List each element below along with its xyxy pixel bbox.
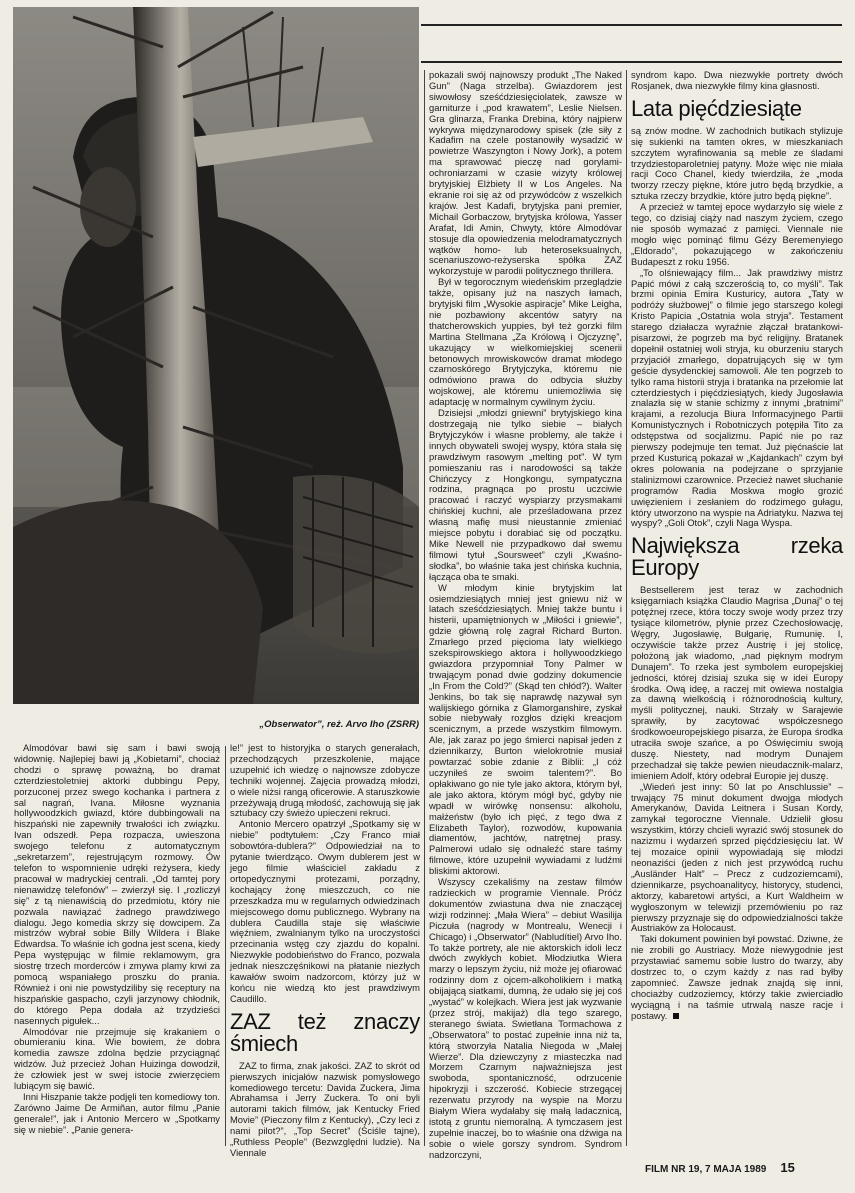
article-paragraph: są znów modne. W zachodnich butikach stylizuje się sukienki na tamten okres, w mieszkaniach szczytem wyrafinowania są meble ze śladami trzydziestoparoletniej patyny. Może więc nie miała racji Coco Chanel, kiedy twierdziła, że „moda tworzy rzeczy piękne, które jutro będą brzydkie, a sztuka rzeczy brzydkie, które jutro będą piękne”. xyxy=(631,124,843,202)
section-heading-fifties: Lata pięćdziesiąte xyxy=(631,95,802,121)
end-of-article-mark xyxy=(673,1013,679,1019)
page-number: 15 xyxy=(780,1160,795,1175)
page-footer xyxy=(645,1160,843,1175)
film-still-illustration xyxy=(13,7,419,704)
film-still-photo xyxy=(13,7,419,704)
article-paragraph: Antonio Mercero opatrzył „Spotkamy się w niebie” podtytułem: „Czy Franco miał sobowtóra-dublera?” Odpowiedział na to pytanie twierdząco. Owym dublerem jest w jego filmie właściciel zakładu z ortopedycznymi protezami, porządny, kochający żonę mieszczuch, co nie przeszkadza mu w regularnych odwiedzinach miejscowego domu publicznego. Wybrany na dublera Caudilla staje się właściwie więźniem, zwalnianym tylko na uroczystości przecinania wstęg czy zjazdu do kopalni. Niezwykłe podobieństwo do Franco, pozwala jednak nieszczęśnikowi na płatanie niezłych kawałów swoim nadzorcom, którzy już w końcu nie wiedzą kto jest prawdziwym Caudillo. xyxy=(230,818,420,1004)
article-paragraph: Dzisiejsi „młodzi gniewni” brytyjskiego kina dostrzegają nie tylko siebie – białych Brytyjczyków i własne problemy, ale także i innych obywateli swojej wyspy, która stała się prawdziwym rasowym „melting pot”. W tym pomieszaniu ras i narodowości są także Chińczycy z Hongkongu, sympatyczna rodzina, pragnąca po prostu uczciwie pracować i raczyć wyspiarzy przysmakami chińskiej kuchni, ale prześladowana przez własną mafię musi nieustannie zmieniać miejsce pobytu i dorabiać się od początku. Mike Newell nie przypadkowo dał swemu filmowi tytuł „Soursweet” czyli „Kwaśno-słodka”, bo właśnie taka jest chińska kuchnia, łącząca oba te smaki. xyxy=(429,407,622,582)
article-paragraph: syndrom kapo. Dwa niezwykłe portrety dwóch Rosjanek, dwa niezwykłe filmy kina głasnosti. xyxy=(631,69,843,91)
section-heading-zaz: ZAZ też znaczy śmiech xyxy=(230,1008,420,1056)
article-paragraph: ZAZ to firma, znak jakości. ZAZ to skrót od pierwszych inicjałów nazwisk pomysłowego komediowego tercetu: Davida Zuckera, Jima Abrahamsa i Jerry Zuckera. To oni byli autorami takich filmów, jak Kentucky Fried Movie” (Pieczony film z Kentucky), „Czy leci z nami pilot?”, „Top Secret” (Ściśle tajne), „Ruthless People” (Bezwzględni ludzie). Na Viennale xyxy=(230,1059,420,1158)
header-rule-top xyxy=(421,24,842,26)
article-paragraph: „Wiedeń jest inny: 50 lat po Anschlussie” – trwający 75 minut dokument dwojga młodych Amerykanów, Davida Leitnera i Susan Kordy, zamykał tegoroczne Viennale. Udzielił głosu wszystkim, którzy chcieli wyrazić swój stosunek do nazizmu i wydarzeń sprzed pięćdziesięciu lat. W tej mozaice opinii wypowiadają się młodzi neonaziści (jeden z nich jest przywódcą ruchu „Ausländer Halt” – Precz z cudzoziemcami), dziennikarze, psychoanalitycy, historycy, studenci, aktorzy, kabaretowi artyści, a Kurt Waldheim w wygłoszonym w telewizji przemówieniu po raz pierwszy przyznaje się do odpowiedzialności także Austriaków za Holocaust. xyxy=(631,780,843,934)
header-rule-bottom xyxy=(421,61,842,63)
column-rule-3 xyxy=(626,70,627,1146)
photo-caption: „Obserwator”, reż. Arvo Iho (ZSRR) xyxy=(259,719,419,730)
article-column-2 xyxy=(230,742,420,1158)
column-rule-2 xyxy=(424,70,425,1146)
article-paragraph: Bestsellerem jest teraz w zachodnich księgarniach książka Claudio Magrisa „Dunaj” o tej potężnej rzece, która toczy swoje wody przez trzy tysiące kilometrów, płynie przez Czechosłowację, Węgry, Jugosławię, Bułgarię, Rumunię. I, oczywiście także przez Austrię i jej stolicę, położoną jak wiadomo, „nad pięknym modrym Dunajem”. To rzeka jest symbolem europejskiej jedności, której dzisiaj szuka się w idei Europy środka. Ową ideę, a raczej mit owiewa nostalgia za dawną wielkością i różnorodnością kultury, myśli politycznej, nauki. Strzały w Sarajewie sprawiły, by zacytować współczesnego środkowoeuropejskiego pisarza, że Europa środka utraciła swoje szańce, a po Oświęcimiu swoją duszę. Niestety, nad modrym Dunajem przechadzał się także pewien nieudacznik-malarz, imieniem Adolf, który odebrał Europie jej duszę. xyxy=(631,584,843,781)
issue-label: FILM NR 19, 7 MAJA 1989 xyxy=(645,1164,767,1175)
article-paragraph: W młodym kinie brytyjskim lat osiemdziesiątych mniej jest gniewu niż w latach sześćdziesiątych. Mniej także buntu i histerii, upamiętnionych w „Miłości i gniewie”, gdzie główną rolę zagrał Richard Burton. Zmarłego przed pięcioma laty wielkiego szekspirowskiego aktora i hollywoodzkiego gwiazdora przypomniał Tony Palmer w trwającym ponad dwie godziny dokumencie „In From the Cold?” (Skąd ten chłód?). Walter Jenkins, bo tak się naprawdę nazywał syn walijskiego górnika z Glamorganshire, zyskał sobie niebywały rozgłos dzięki kreacjom scenicznym, a przede wszystkim filmowym. Ale, jak zaraz po jego śmierci napisał jeden z dziennikarzy, Burton wielokrotnie musiał powtarzać sobie zdanie z Biblii: „I cóż uczyniłeś ze swoim talentem?”. Bo opłakiwano go nie tyle jako aktora, którym był, ale jako aktora, którym mógł być, gdyby nie wpadł w wirówkę nonsensu: alkoholu, małżeństw (było ich pięć, z tego dwa z Elizabeth Taylor), rozwodów, kupowania diamentów, jachtów, natrętnej prasy. Palmerowi udało się odnaleźć stare taśmy filmowe, które uzupełnił wywiadami z ludźmi bliskimi aktorowi. xyxy=(429,581,622,877)
article-column-1 xyxy=(14,743,220,1147)
section-heading-danube: Największa rzeka Europy xyxy=(631,533,843,581)
article-paragraph: Wszyscy czekaliśmy na zestaw filmów radzieckich w programie Viennale. Próćz dokumentów zwiastuna dwa nie znaczącej wizji rodzinnej: „Mała Wiera” – debiut Wasilija Piczuła (nagrody w Montrealu, Wenecji i Chicago) i „Obserwator” (Nabludítiel) Arvo Iho. To także portrety, ale nie aktorskich idoli lecz dwóch zwykłych kobiet. Młodziutka Wiera marzy o lepszym życiu, niż może jej ofiarować rodzinny dom z ojcem-alkoholikiem i matką obijającą siatkami, dumną, że udało się jej coś „wystać” w kolejkach. Wiera jest jak wyzwanie (przez strój, makijaż) dla tego szarego, steranego świata. Swietłana Tormachowa z „Obserwatora” to postać zupełnie inna niż ta, którą stworzyła Natalia Niegoda w „Małej Wierze”. Dla dziewczyny z miasteczka nad Morzem Czarnym najważniejsza jest swoboda, spontaniczność, odrzucenie hipokryzji i szczerość. Kobiecie strzegącej rezerwatu przyrody na wyspie na Morzu Białym Wiera wydałaby się małą ladacznicą, istotą z gruntu niemoralną. A tymczasem jest zupełnie inaczej, bo to właśnie ona dźwiga na sobie o wiele gorszy syndrom. Syndrom nadzorczyni, xyxy=(429,876,622,1160)
article-paragraph: „To olśniewający film... Jak prawdziwy mistrz Papić mówi z całą szczerością to, co myśli”. Tak brzmi opinia Emira Kusturicy, autora „Taty w podróży służbowej” o filmie jego starszego kolegi Kristo Papicia „Ostatnia wola stryja”. Testament starego działacza wyraźnie złączał bratankowi-pisarzowi, że pogrzeb ma być religijny. Bratanek dopełnił ostatniej woli stryja, ku oburzeniu starych przyjaciół zmarłego, dopatrujących się w tym geście dysydenckiej samowoli. Ale ten pogrzeb to tylko rama historii stryja i bratanka na przełomie lat czterdziestych i pięćdziesiątych, kiedy Jugosławia znalazła się w stanie schizmy z innymi „bratnimi” krajami, a rezolucja Biura Informacyjnego Partii Komunistycznych i Robotniczych potępiła Tito za odstępstwa od socjalizmu. Papić nie po raz pierwszy podejmuje ten temat. Już pięćnaście lat przed Kusturicą pokazał w „Kajdankach” czym był okres polowania na podejrzane o sprzyjanie stalinizmowi czarownice. Przecież nawet słuchanie programów Radia Moskwa mogło grozić uwięzieniem i zesłaniem do rodzimego gułagu, który utworzono na wyspie na Adriatyku. Nazwa tej wyspy? „Goli Otok”, czyli Naga Wyspa. xyxy=(631,266,843,529)
column-rule-1 xyxy=(225,746,226,1146)
article-paragraph: le!” jest to historyjka o starych generałach, przechodzących przeszkolenie, mające uzupełnić ich wiedzę o najnowsze zdobycze techniki wojennej. Zajęcia prowadzą młodzi, o wiele niżsi rangą oficerowie. A staruszkowie przeżywają drugą młodość, zachowują się jak sztubacy czy świeżo upieczeni rekruci. xyxy=(230,742,420,819)
article-paragraph: Almodóvar nie przejmuje się krakaniem o obumieraniu kina. Wie bowiem, że dobra komedia zawsze zdolna będzie przyciągnąć widzów. Już przecież Johan Huizinga dowodził, że człowiek jest w swej istocie zwierzęciem lubiącym się bawić. xyxy=(14,1025,220,1092)
article-column-3 xyxy=(429,69,622,1160)
article-paragraph: Almodóvar bawi się sam i bawi swoją widownię. Najlepiej bawi ją „Kobietami”, chociaż chodzi o sprawę poważną, bo dramat czterdziestoletniej aktorki dubbingu Pepy, porzuconej przez swego kochanka i partnera z sal nagrań, Ivana. Miłosne wyznania hollywoodzkich gwiazd, które dubbingowali na hiszpański nie zapewniły trwałości ich związku. Ivan odszedł. Pepa rozpacza, uwieszona swojego telefonu z automatycznym „sekretarzem”, rejestrującym rozmowy. Ów telefon to wspomnienie udręki reżysera, kiedy pracował w madryckiej centrali. „Od tamtej pory nienawidzę telefonów” – zwierzył się. I „rozliczył się” z tą nienawiścią do przedmiotu, który nie pozwala nawiązać żadnego prawdziwego dialogu. Jego komedia skrzy się dowcipem. Za mistrzów wybrał sobie Billy Wildera i Blake Edwardsa. To właśnie ich godna jest scena, kiedy Pepa występując w filmie reklamowym, gra siostrę trzech morderców i zmywa plamy krwi za pomocą wspaniałego proszku do prania. Również i oni nie powstydziliby się receptury na hiszpańskie gaspacho, czyli jarzynowy chłodnik, do którego Pepa dodała aż trzydzieści nasennych pigułek... xyxy=(14,742,220,1026)
article-paragraph: pokazali swój najnowszy produkt „The Naked Gun” (Naga strzelba). Gwiazdorem jest siwowłosy sześćdziesięciolatek, zawsze w garniturze i „pod krawatem”, Leslie Nielsen. Gra glinarza, Franka Drebina, który najpierw wykrywa międzynarodowy spisek (złe siły z Kadafim na czele postanowiły wysadzić w powietrze Waszyngton i Nowy Jork), a potem ma sprawować pieczę nad gorylami-ochroniarzami w czasie wizyty królowej brytyjskiej Elżbiety II w Los Angeles. Na ekranie roi się aż od przywódców z wszelkich krajów. Jest Kadafi, brytyjska pani premier, Michail Gorbaczow, brytyjska królowa, Yasser Arafat, Idi Amin, Chwyty, które Almodóvar stosuje dla opowiedzenia melodramatycznych wątków homo- lub heteroseksualnych, scenariuszowo-reżyserska spółka ZAZ wykorzystuje w parodii politycznego thrillera. xyxy=(429,69,622,277)
article-paragraph: Był w tegorocznym wiedeńskim przeglądzie także, opisany już na naszych łamach, brytyjski film „Wysokie aspiracje” Mike Leigha, nie pozbawiony akcentów satyry na thatcherowskich yuppies, był też gorzki film Martina Stellmana „Za Królową i Ojczyznę”, ukazujący w wielkomiejskiej scenerii betonowych mrowiskowców dramat młodego czarnoskórego Brytyjczyka, któremu nie odmówiono prawa do odbycia służby wojskowej, ale któremu uniemożliwia się adaptację w normalnym cywilnym życiu. xyxy=(429,276,622,408)
article-paragraph xyxy=(631,934,843,1021)
article-column-4 xyxy=(631,70,843,1147)
article-paragraph-text: Taki dokument powinien był powstać. Dziwne, że nie zrobili go Austriacy. Może niewygodnie jest przystawiać samemu sobie lustro do twarzy, aby dostrzec to, o czym każdy z nas rad byłby zapomnieć. Zawsze jednak znajdą się inni, chociażby cudzoziemcy, którzy takie zwierciadło wyciągną i na taśmie utrwalą nasze racje i postawy. xyxy=(631,933,843,1021)
article-paragraph: Inni Hiszpanie także podjęli ten komediowy ton. Zarówno Jaime De Armiñan, autor filmu „Panie generale!”, jak i Antonio Mercero w „Spotkamy się w niebie”. „Panie genera- xyxy=(14,1091,220,1135)
article-paragraph: A przecież w tamtej epoce wydarzyło się wiele z tego, co dzisiaj ciąży nad naszym życiem, czego nie sposób wymazać z pamięci. Viennale nie mogło więc pominąć filmu Gézy Beremenyiego „Eldorado”, pokazującego w zakończeniu Budapeszt z roku 1956. xyxy=(631,201,843,267)
